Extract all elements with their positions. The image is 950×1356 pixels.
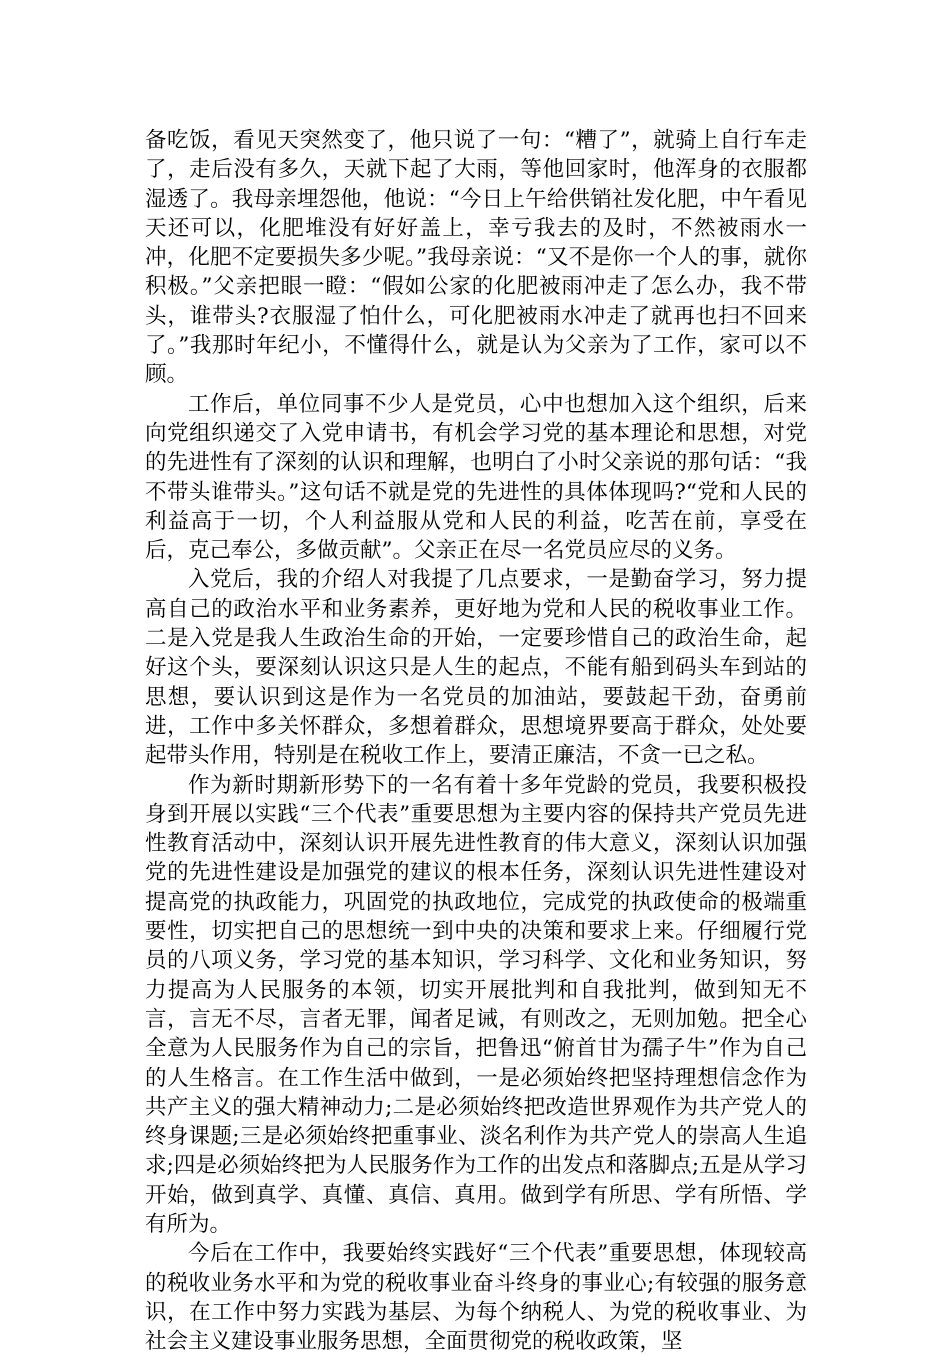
document-body: [145, 126, 807, 1356]
paragraph-5: 今后在工作中，我要始终实践好“三个代表”重要思想，体现较高的税收业务水平和为党的税收事业奋斗终身的事业心;有较强的服务意识，在工作中努力实践为基层、为每个纳税人、为党的税收事业、为社会主义建设事业服务思想，全面贯彻党的税收政策，坚: [145, 1241, 807, 1355]
paragraph-2: 工作后，单位同事不少人是党员，心中也想加入这个组织，后来向党组织递交了入党申请书，有机会学习党的基本理论和思想，对党的先进性有了深刻的认识和理解，也明白了小时父亲说的那句话：“我不带头谁带头。”这句话不就是党的先进性的具体体现吗?“党和人民的利益高于一切，个人利益服从党和人民的利益，吃苦在前，享受在后，克己奉公，多做贡献”。父亲正在尽一名党员应尽的义务。: [145, 391, 807, 564]
paragraph-3: 入党后，我的介绍人对我提了几点要求，一是勤奋学习，努力提高自己的政治水平和业务素养，更好地为党和人民的税收事业工作。二是入党是我人生政治生命的开始，一定要珍惜自己的政治生命，起好这个头，要深刻认识这只是人生的起点，不能有船到码头车到站的思想，要认识到这是作为一名党员的加油站，要鼓起干劲，奋勇前进，工作中多关怀群众，多想着群众，思想境界要高于群众，处处要起带头作用，特别是在税收工作上，要清正廉洁，不贪一已之私。: [145, 567, 807, 769]
paragraph-1: 备吃饭，看见天突然变了，他只说了一句：“糟了”，就骑上自行车走了，走后没有多久，天就下起了大雨，等他回家时，他浑身的衣服都湿透了。我母亲埋怨他，他说：“今日上午给供销社发化肥，中午看见天还可以，化肥堆没有好好盖上，幸亏我去的及时，不然被雨水一冲，化肥不定要损失多少呢。”我母亲说：“又不是你一个人的事，就你积极。”父亲把眼一瞪：“假如公家的化肥被雨冲走了怎么办，我不带头，谁带头?衣服湿了怕什么，可化肥被雨水冲走了就再也扫不回来了。”我那时年纪小，不懂得什么，就是认为父亲为了工作，家可以不顾。: [145, 128, 807, 388]
paragraph-4: 作为新时期新形势下的一名有着十多年党龄的党员，我要积极投身到开展以实践“三个代表”重要思想为主要内容的保持共产党员先进性教育活动中，深刻认识开展先进性教育的伟大意义，深刻认识加强党的先进性建设是加强党的建议的根本任务，深刻认识先进性建设对提高党的执政能力，巩固党的执政地位，完成党的执政使命的极端重要性，切实把自己的思想统一到中央的决策和要求上来。仔细履行党员的八项义务，学习党的基本知识，学习科学、文化和业务知识，努力提高为人民服务的本领，切实开展批判和自我批判，做到知无不言，言无不尽，言者无罪，闻者足诫，有则改之，无则加勉。把全心全意为人民服务作为自己的宗旨，把鲁迅“俯首甘为孺子牛”作为自己的人生格言。在工作生活中做到，一是必须始终把坚持理想信念作为共产主义的强大精神动力;二是必须始终把改造世界观作为共产党人的终身课题;三是必须始终把重事业、淡名利作为共产党人的崇高人生追求;四是必须始终把为人民服务作为工作的出发点和落脚点;五是从学习开始，做到真学、真懂、真信、真用。做到学有所思、学有所悟、学有所为。: [145, 772, 807, 1237]
